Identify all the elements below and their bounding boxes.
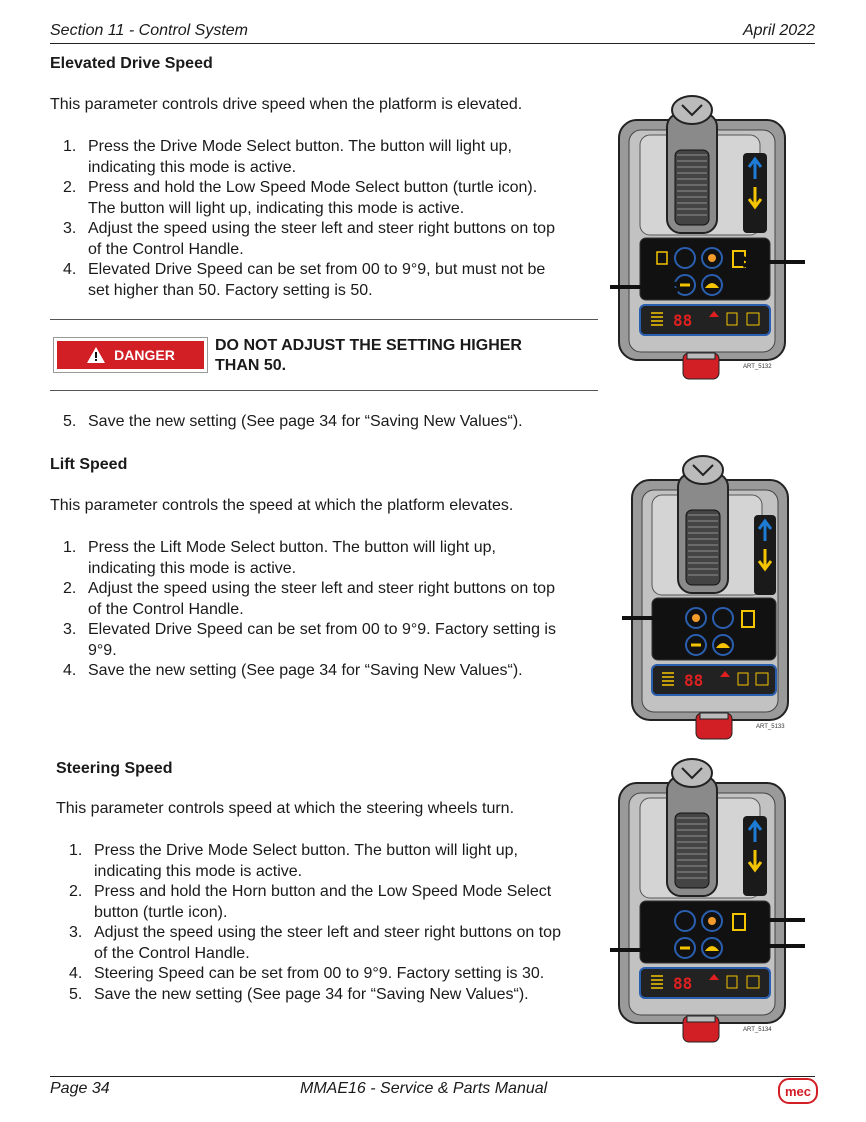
header-rule <box>50 43 815 44</box>
display-panel <box>652 665 776 695</box>
header-date: April 2022 <box>742 22 815 39</box>
list-item: 2. Press and hold the Horn button and the Low Speed Mode Select button (turtle icon). <box>69 883 552 921</box>
list-item: 3. Adjust the speed using the steer left and steer right buttons on top of the Control Handle. <box>63 220 555 258</box>
danger-label: DANGER <box>114 347 175 363</box>
elevated-drive-title: Elevated Drive Speed <box>50 55 213 72</box>
footer-manual: MMAE16 - Service & Parts Manual <box>300 1080 548 1097</box>
mec-logo: mec <box>778 1078 818 1104</box>
button-light <box>708 254 716 262</box>
control-handle-illustration-3 <box>605 758 810 1048</box>
danger-notice <box>50 319 598 391</box>
lift-intro: This parameter controls the speed at which the platform elevates. <box>50 497 514 514</box>
list-item: 4. Elevated Drive Speed can be set from 00 to 9°9, but must not be set higher than 50. Factory setting is 50. <box>63 261 546 299</box>
art-label: ART_5134 <box>743 1027 772 1033</box>
danger-badge <box>53 337 208 373</box>
control-handle-illustration-1 <box>605 95 810 385</box>
speed-readout: 88 <box>673 974 693 993</box>
lift-title: Lift Speed <box>50 456 128 473</box>
elevated-drive-intro: This parameter controls drive speed when the platform is elevated. <box>50 96 523 113</box>
list-item: 2. Press and hold the Low Speed Mode Select button (turtle icon). The button will light up, indicating this mode is active. <box>63 179 538 217</box>
warning-triangle-icon <box>86 346 106 364</box>
steering-steps <box>56 841 616 1005</box>
list-item: 4. Save the new setting (See page 34 for “Saving New Values“). <box>63 662 523 679</box>
art-label: ART_5132 <box>743 364 772 370</box>
list-item: 1. Press the Drive Mode Select button. The button will light up, indicating this mode is active. <box>63 138 512 176</box>
art-label: ART_5133 <box>756 724 785 730</box>
list-item: 2. Adjust the speed using the steer left and steer right buttons on top of the Control Handle. <box>63 580 555 618</box>
button-light <box>708 917 716 925</box>
button-light <box>692 614 700 622</box>
speed-readout: 88 <box>673 311 693 330</box>
list-item: 5. Save the new setting (See page 34 for “Saving New Values“). <box>63 413 523 430</box>
speed-readout: 88 <box>684 671 704 690</box>
header-section: Section 11 - Control System <box>50 22 249 39</box>
list-item: 1. Press the Lift Mode Select button. The button will light up, indicating this mode is active. <box>63 539 496 577</box>
lift-steps <box>50 538 610 682</box>
footer-rule <box>50 1076 815 1077</box>
list-item: 4. Steering Speed can be set from 00 to 9°9. Factory setting is 30. <box>69 965 545 982</box>
display-panel <box>640 968 770 998</box>
list-item: 3. Adjust the speed using the steer left and steer right buttons on top of the Control Handle. <box>69 924 561 962</box>
danger-message: DO NOT ADJUST THE SETTING HIGHER THAN 50. <box>215 337 522 374</box>
list-item: 1. Press the Drive Mode Select button. The button will light up, indicating this mode is active. <box>69 842 518 880</box>
control-handle-illustration-2 <box>618 455 808 745</box>
elevated-drive-steps <box>50 137 610 301</box>
footer-page: Page 34 <box>50 1080 110 1097</box>
list-item: 5. Save the new setting (See page 34 for “Saving New Values“). <box>69 985 529 1003</box>
list-item: 3. Elevated Drive Speed can be set from 00 to 9°9. Factory setting is 9°9. <box>63 621 556 659</box>
steering-title: Steering Speed <box>56 760 173 777</box>
elevated-drive-step-5 <box>50 412 610 433</box>
display-panel <box>640 305 770 335</box>
steering-intro: This parameter controls speed at which the steering wheels turn. <box>56 800 515 817</box>
